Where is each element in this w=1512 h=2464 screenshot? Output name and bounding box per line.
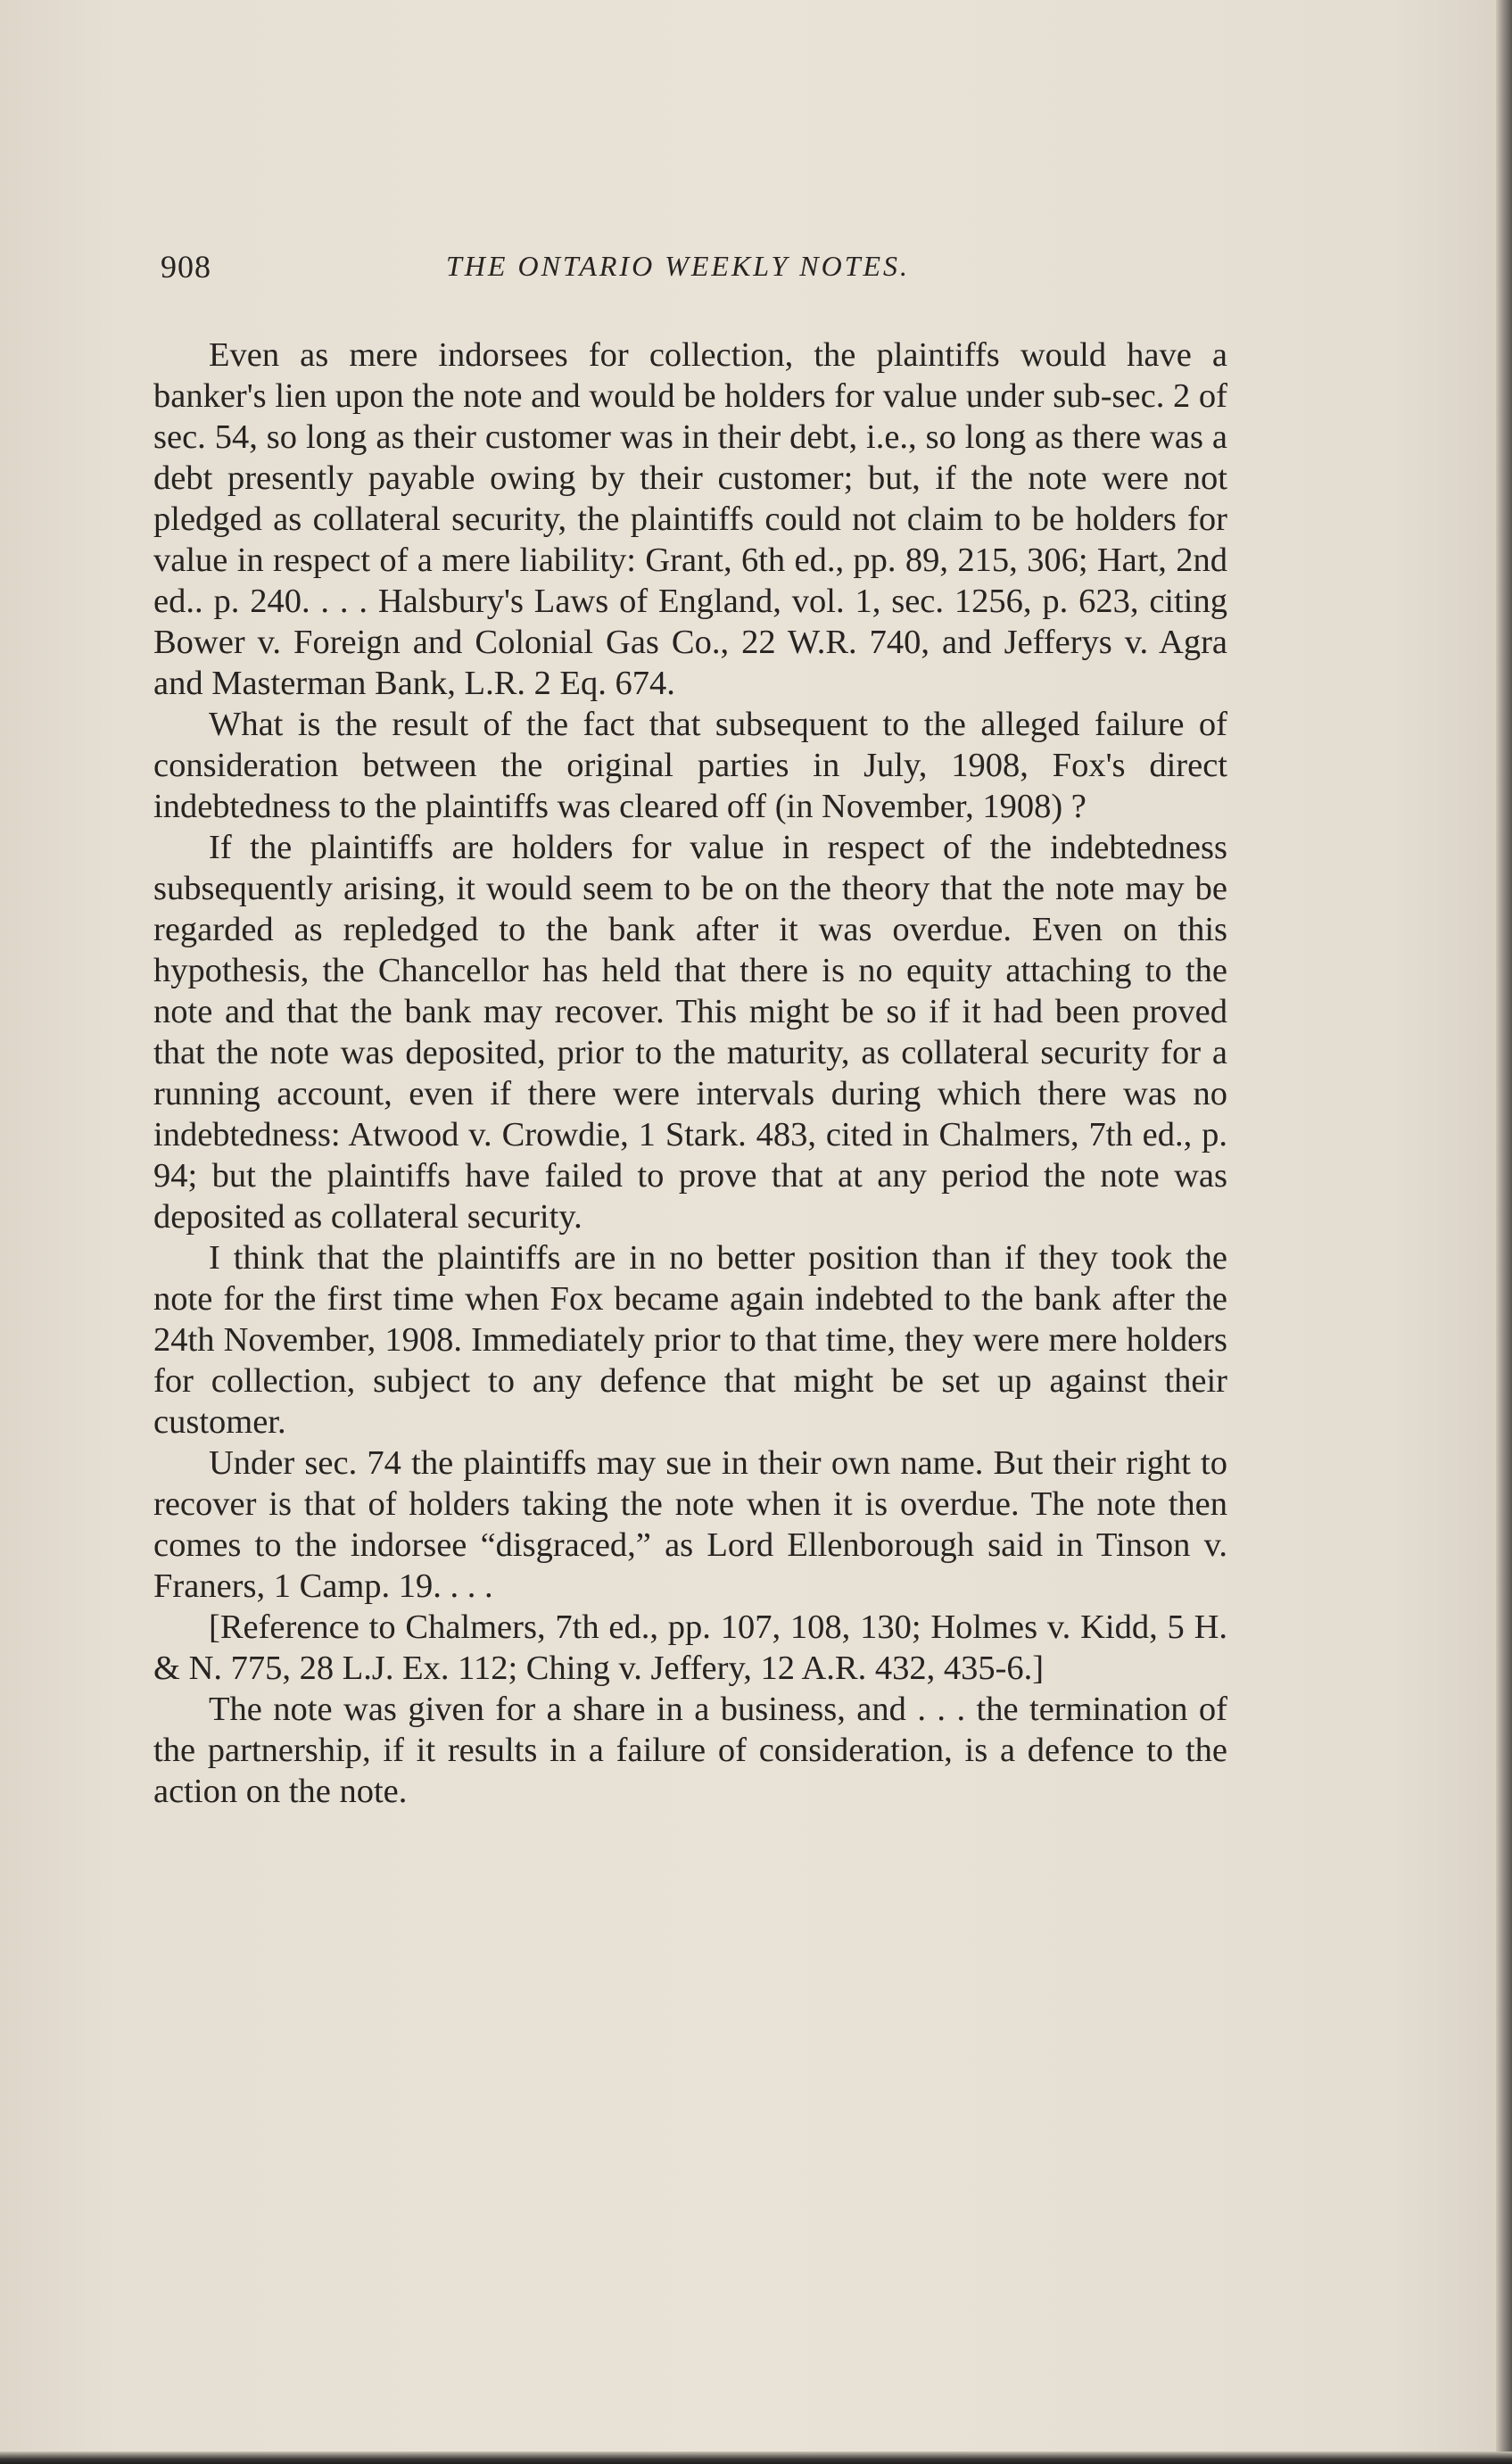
paragraph-result-question: What is the result of the fact that subsequent to the alleged failure of consideration between the original parties in July, 1908, Fox's direct indebtedness to the plaintiffs was cleared off (in November, 1908) ?	[153, 706, 1227, 825]
paragraph-holders-for-value: If the plaintiffs are holders for value in respect of the indebtedness subsequently arising, it would seem to be on the theory that the note may be regarded as repledged to the bank after it was overdue. Even on this hypothesis, the Chancellor has held that there is no equity attaching to the note and that the bank may recover. This might be so if it had been proved that the note was deposited, prior to the maturity, as collateral security for a running account, even if there were intervals during which there was no indebtedness: Atwood v. Crowdie, 1 Stark. 483, cited in Chalmers, 7th ed., p. 94; but the plaintiffs have failed to prove that at any period the note was deposited as collateral security.	[153, 829, 1227, 1236]
paragraph-no-better-position: I think that the plaintiffs are in no better position than if they took the note for the first time when Fox became again indebted to the bank after the 24th November, 1908. Immediately prior to that time, they were mere holders for collection, subject to any defence that might be set up against their customer.	[153, 1239, 1227, 1441]
paragraph-conclusion: The note was given for a share in a business, and . . . the termination of the partnership, if it results in a failure of consideration, is a defence to the action on the note.	[153, 1691, 1227, 1810]
paragraph-sec-74: Under sec. 74 the plaintiffs may sue in their own name. But their right to recover is that of holders taking the note when it is overdue. The note then comes to the indorsee “disgraced,” as Lord Ellenborough said in Tinson v. Franers, 1 Camp. 19. . . .	[153, 1444, 1227, 1605]
page-number: 908	[161, 249, 211, 285]
paragraph-reference: [Reference to Chalmers, 7th ed., pp. 107, 108, 130; Holmes v. Kidd, 5 H. & N. 775, 28 L.J. Ex. 112; Ching v. Jeffery, 12 A.R. 432, 435-6.]	[153, 1608, 1227, 1687]
page-bottom-shadow	[0, 2452, 1512, 2464]
page-header	[161, 248, 1227, 294]
running-head: THE ONTARIO WEEKLY NOTES.	[446, 250, 911, 282]
body-text	[153, 335, 1227, 1812]
page-edge-shadow	[1496, 0, 1512, 2464]
paragraph-banker-lien: Even as mere indorsees for collection, the plaintiffs would have a banker's lien upon the note and would be holders for value under sub-sec. 2 of sec. 54, so long as their customer was in their debt, i.e., so long as there was a debt presently payable owing by their customer; but, if the note were not pledged as collateral security, the plaintiffs could not claim to be holders for value in respect of a mere liability: Grant, 6th ed., pp. 89, 215, 306; Hart, 2nd ed.. p. 240. . . . Halsbury's Laws of England, vol. 1, sec. 1256, p. 623, citing Bower v. Foreign and Colonial Gas Co., 22 W.R. 740, and Jefferys v. Agra and Masterman Bank, L.R. 2 Eq. 674.	[153, 336, 1227, 702]
